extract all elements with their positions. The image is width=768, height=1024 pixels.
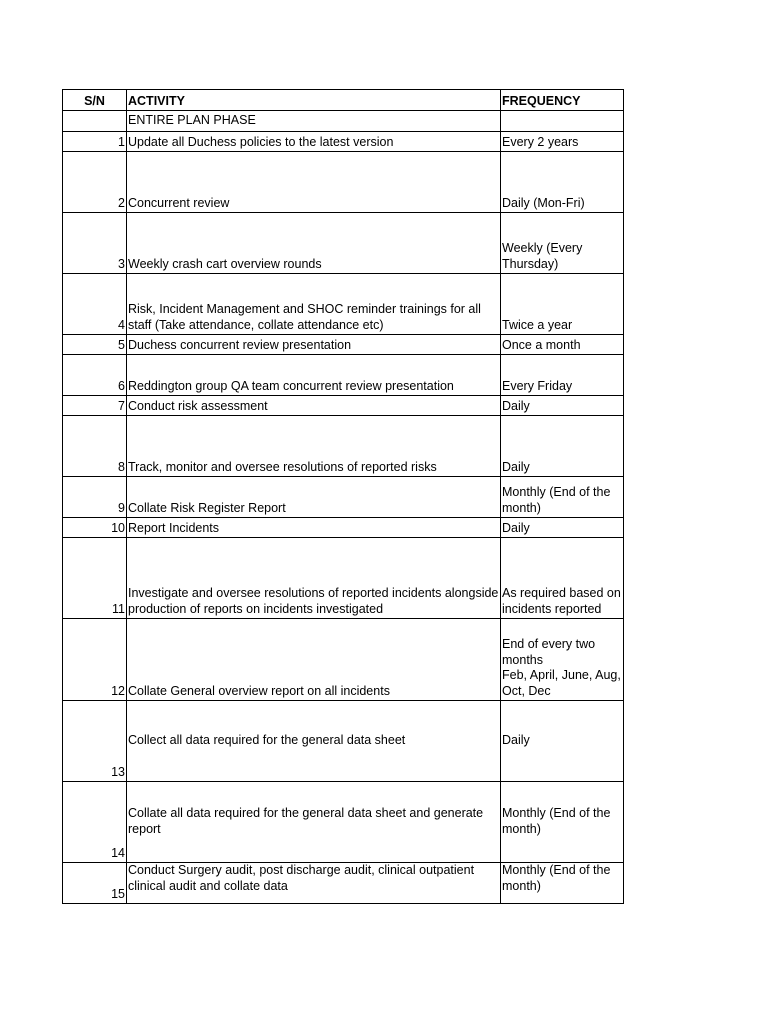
header-row: [63, 90, 624, 111]
row-frequency: Daily: [501, 416, 624, 477]
row-frequency: Every 2 years: [501, 132, 624, 152]
row-activity: Duchess concurrent review presentation: [127, 335, 501, 355]
activity-plan-table: [62, 89, 624, 904]
header-activity: ACTIVITY: [127, 90, 501, 111]
row-sn: 15: [63, 863, 127, 904]
row-sn: 4: [63, 274, 127, 335]
table-row: [63, 701, 624, 782]
table-row: [63, 782, 624, 863]
row-activity: Reddington group QA team concurrent review presentation: [127, 355, 501, 396]
phase-frequency-cell: [501, 111, 624, 132]
table-row: [63, 355, 624, 396]
row-sn: 6: [63, 355, 127, 396]
row-sn: 9: [63, 477, 127, 518]
table-row: [63, 132, 624, 152]
row-sn: 7: [63, 396, 127, 416]
row-activity: Risk, Incident Management and SHOC reminder trainings for all staff (Take attendance, collate attendance etc): [127, 274, 501, 335]
row-frequency: Daily (Mon-Fri): [501, 152, 624, 213]
phase-sn-cell: [63, 111, 127, 132]
row-activity: Investigate and oversee resolutions of reported incidents alongside production of reports on incidents investigated: [127, 538, 501, 619]
row-activity: Track, monitor and oversee resolutions of reported risks: [127, 416, 501, 477]
row-sn: 3: [63, 213, 127, 274]
row-sn: 12: [63, 619, 127, 701]
row-frequency: Monthly (End of the month): [501, 477, 624, 518]
table-row: [63, 619, 624, 701]
row-sn: 11: [63, 538, 127, 619]
table-row: [63, 477, 624, 518]
table-row: [63, 335, 624, 355]
table-row: [63, 518, 624, 538]
table-row: [63, 213, 624, 274]
row-activity: Collect all data required for the general data sheet: [127, 701, 501, 782]
row-sn: 8: [63, 416, 127, 477]
phase-label: ENTIRE PLAN PHASE: [127, 111, 501, 132]
row-activity: Weekly crash cart overview rounds: [127, 213, 501, 274]
row-activity: Collate General overview report on all incidents: [127, 619, 501, 701]
row-frequency: Twice a year: [501, 274, 624, 335]
table-row: [63, 152, 624, 213]
row-sn: 10: [63, 518, 127, 538]
row-activity: Collate all data required for the general data sheet and generate report: [127, 782, 501, 863]
table-row: [63, 396, 624, 416]
row-frequency: Every Friday: [501, 355, 624, 396]
phase-row: [63, 111, 624, 132]
row-activity: Conduct risk assessment: [127, 396, 501, 416]
row-frequency: Once a month: [501, 335, 624, 355]
row-activity: Update all Duchess policies to the latest version: [127, 132, 501, 152]
row-sn: 1: [63, 132, 127, 152]
row-frequency: Monthly (End of the month): [501, 782, 624, 863]
table-row: [63, 863, 624, 904]
row-sn: 2: [63, 152, 127, 213]
header-sn: S/N: [63, 90, 127, 111]
row-frequency: Daily: [501, 396, 624, 416]
row-activity: Conduct Surgery audit, post discharge audit, clinical outpatient clinical audit and collate data: [127, 863, 501, 904]
row-frequency: Monthly (End of the month): [501, 863, 624, 904]
header-frequency: FREQUENCY: [501, 90, 624, 111]
row-sn: 5: [63, 335, 127, 355]
table-row: [63, 274, 624, 335]
row-frequency: Weekly (Every Thursday): [501, 213, 624, 274]
row-frequency: End of every two months Feb, April, June, Aug, Oct, Dec: [501, 619, 624, 701]
table-row: [63, 416, 624, 477]
row-sn: 14: [63, 782, 127, 863]
row-sn: 13: [63, 701, 127, 782]
table-row: [63, 538, 624, 619]
row-activity: Collate Risk Register Report: [127, 477, 501, 518]
row-activity: Concurrent review: [127, 152, 501, 213]
row-frequency: As required based on incidents reported: [501, 538, 624, 619]
row-frequency: Daily: [501, 518, 624, 538]
row-frequency: Daily: [501, 701, 624, 782]
row-activity: Report Incidents: [127, 518, 501, 538]
